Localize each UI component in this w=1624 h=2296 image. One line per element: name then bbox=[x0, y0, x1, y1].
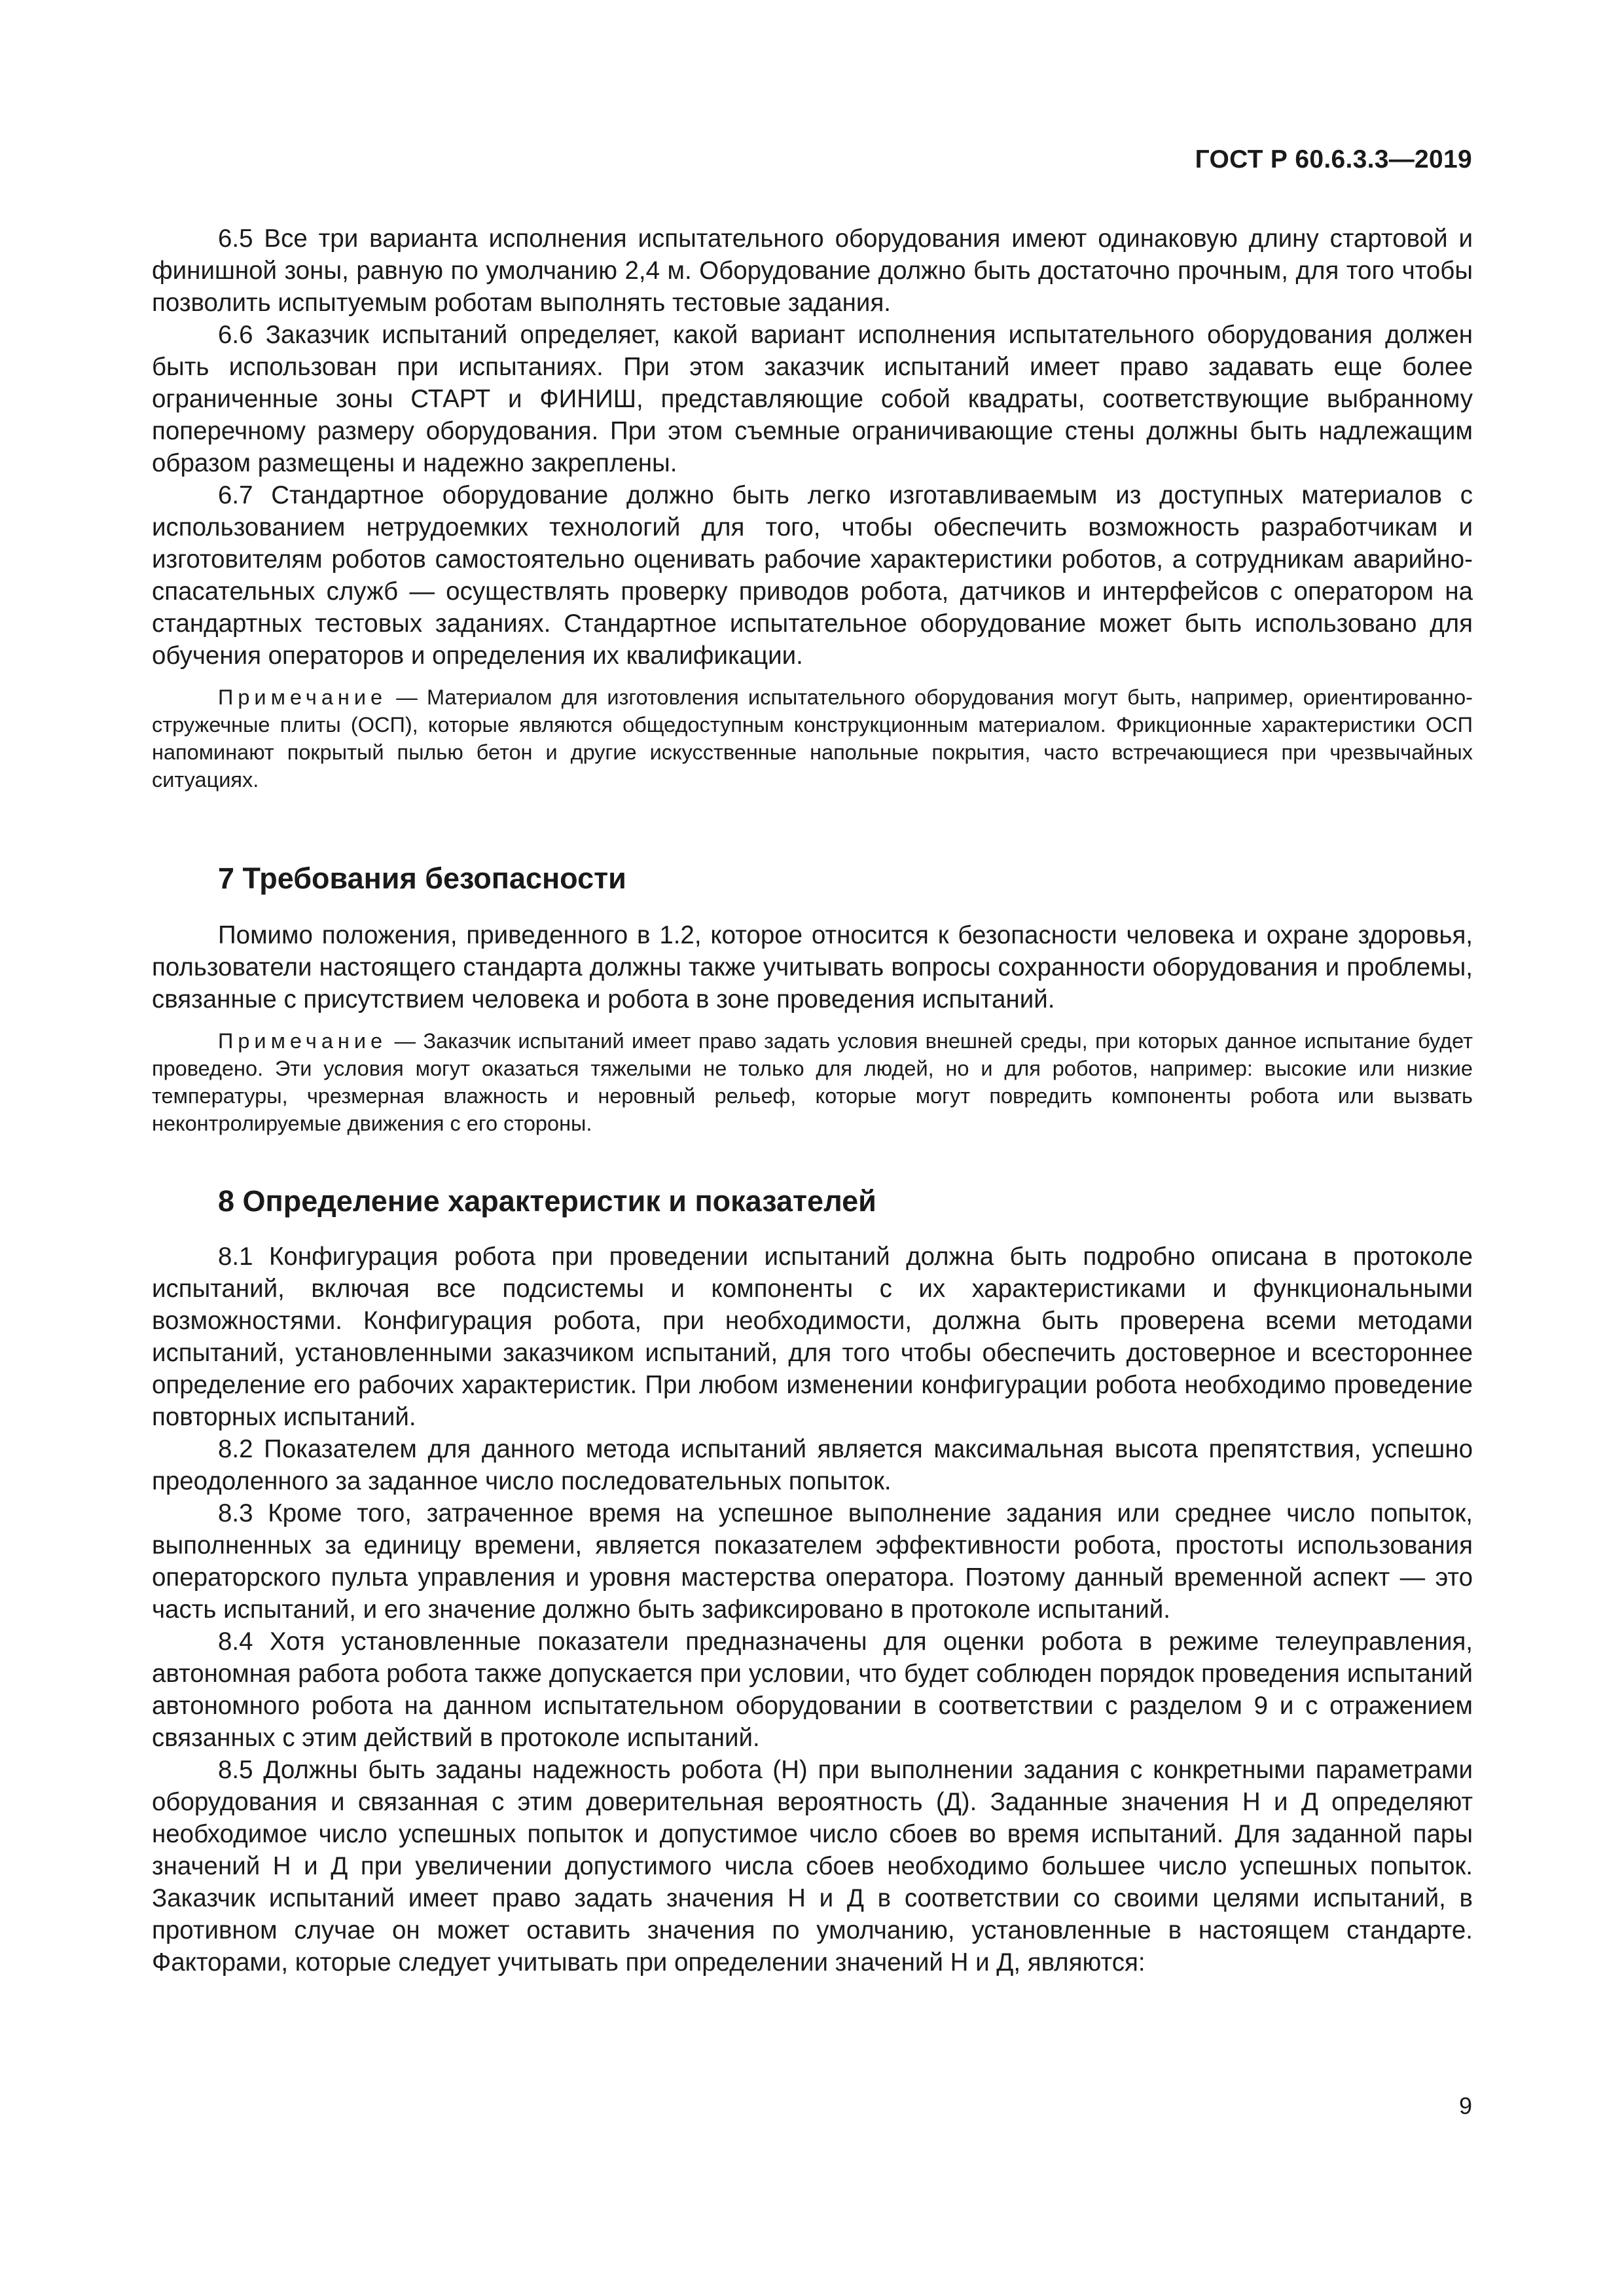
note-label: Примечание bbox=[218, 685, 388, 709]
paragraph-8-2: 8.2 Показателем для данного метода испытаний является максимальная высота препятствия, успешно преодоленного за заданное число последовательных попыток. bbox=[152, 1435, 1473, 1495]
paragraph-6-7: 6.7 Стандартное оборудование должно быть легко изготавливаемым из доступных материалов с использованием нетрудоемких технологий для того, чтобы обеспечить возможность разработчикам и изготовителям роботов самостоятельно оценивать рабочие характеристики роботов, а сотрудникам аварийно-спасательных служб — осуществлять проверку приводов робота, датчиков и интерфейсов с оператором на стандартных тестовых заданиях. Стандартное испытательное оборудование может быть использовано для обучения операторов и определения их квалификации. bbox=[152, 481, 1473, 670]
note-text: — Заказчик испытаний имеет право задать условия внешней среды, при которых данное испытание будет проведено. Эти условия могут оказаться тяжелыми не только для людей, но и для роботов, например: высокие или низкие температуры, чрезмерная влажность и неровный рельеф, которые могут повредить компоненты робота или вызвать неконтролируемые движения с его стороны. bbox=[152, 1029, 1473, 1135]
paragraph-8-4: 8.4 Хотя установленные показатели предназначены для оценки робота в режиме телеуправления, автономная работа робота также допускается при условии, что будет соблюден порядок проведения испытаний автономного робота на данном испытательном оборудовании в соответствии с разделом 9 и с отражением связанных с этим действий в протоколе испытаний. bbox=[152, 1628, 1473, 1752]
paragraph-6-6: 6.6 Заказчик испытаний определяет, какой вариант исполнения испытательного оборудования должен быть использован при испытаниях. При этом заказчик испытаний имеет право задавать еще более ограниченные зоны СТАРТ и ФИНИШ, представляющие собой квадраты, соответствующие выбранному поперечному размеру оборудования. При этом съемные ограничивающие стены должны быть надлежащим образом размещены и надежно закреплены. bbox=[152, 321, 1473, 477]
page-body bbox=[152, 223, 1473, 1978]
paragraph-8-1: 8.1 Конфигурация робота при проведении испытаний должна быть подробно описана в протоколе испытаний, включая все подсистемы и компоненты с их характеристиками и функциональными возможностями. Конфигурация робота, при необходимости, должна быть проверена всеми методами испытаний, установленными заказчиком испытаний, для того чтобы обеспечить достоверное и всестороннее определение его рабочих характеристик. При любом изменении конфигурации робота необходимо проведение повторных испытаний. bbox=[152, 1243, 1473, 1431]
note-7 bbox=[152, 1027, 1473, 1137]
paragraph-7-1: Помимо положения, приведенного в 1.2, которое относится к безопасности человека и охране здоровья, пользователи настоящего стандарта должны также учитывать вопросы сохранности оборудования и проблемы, связанные с присутствием человека и робота в зоне проведения испытаний. bbox=[152, 921, 1473, 1013]
note-text: — Материалом для изготовления испытательного оборудования могут быть, например, ориентированно-стружечные плиты (ОСП), которые являются общедоступным конструкционным материалом. Фрикционные характеристики ОСП напоминают покрытый пылью бетон и другие искусственные напольные покрытия, часто встречающиеся при чрезвычайных ситуациях. bbox=[152, 685, 1473, 792]
note-6-7 bbox=[152, 683, 1473, 793]
document-header: ГОСТ Р 60.6.3.3—2019 bbox=[1195, 145, 1472, 173]
note-label: Примечание bbox=[218, 1029, 388, 1053]
paragraph-8-3: 8.3 Кроме того, затраченное время на успешное выполнение задания или среднее число попыток, выполненных за единицу времени, является показателем эффективности робота, простоты использования операторского пульта управления и уровня мастерства оператора. Поэтому данный временной аспект — это часть испытаний, и его значение должно быть зафиксировано в протоколе испытаний. bbox=[152, 1499, 1473, 1624]
page-number: 9 bbox=[1458, 2092, 1472, 2119]
paragraph-8-5: 8.5 Должны быть заданы надежность робота (Н) при выполнении задания с конкретными параметрами оборудования и связанная с этим доверительная вероятность (Д). Заданные значения Н и Д определяют необходимое число успешных попыток и допустимое число сбоев во время испытаний. Для заданной пары значений Н и Д при увеличении допустимого числа сбоев необходимо большее число успешных попыток. Заказчик испытаний имеет право задать значения Н и Д в соответствии со своими целями испытаний, в противном случае он может оставить значения по умолчанию, установленные в настоящем стандарте. Факторами, которые следует учитывать при определении значений Н и Д, являются: bbox=[152, 1756, 1473, 1977]
paragraph-6-5: 6.5 Все три варианта исполнения испытательного оборудования имеют одинаковую длину стартовой и финишной зоны, равную по умолчанию 2,4 м. Оборудование должно быть достаточно прочным, для того чтобы позволить испытуемым роботам выполнять тестовые задания. bbox=[152, 225, 1473, 317]
section-7-heading: 7 Требования безопасности bbox=[218, 862, 626, 895]
section-8-heading: 8 Определение характеристик и показателей bbox=[218, 1184, 876, 1218]
